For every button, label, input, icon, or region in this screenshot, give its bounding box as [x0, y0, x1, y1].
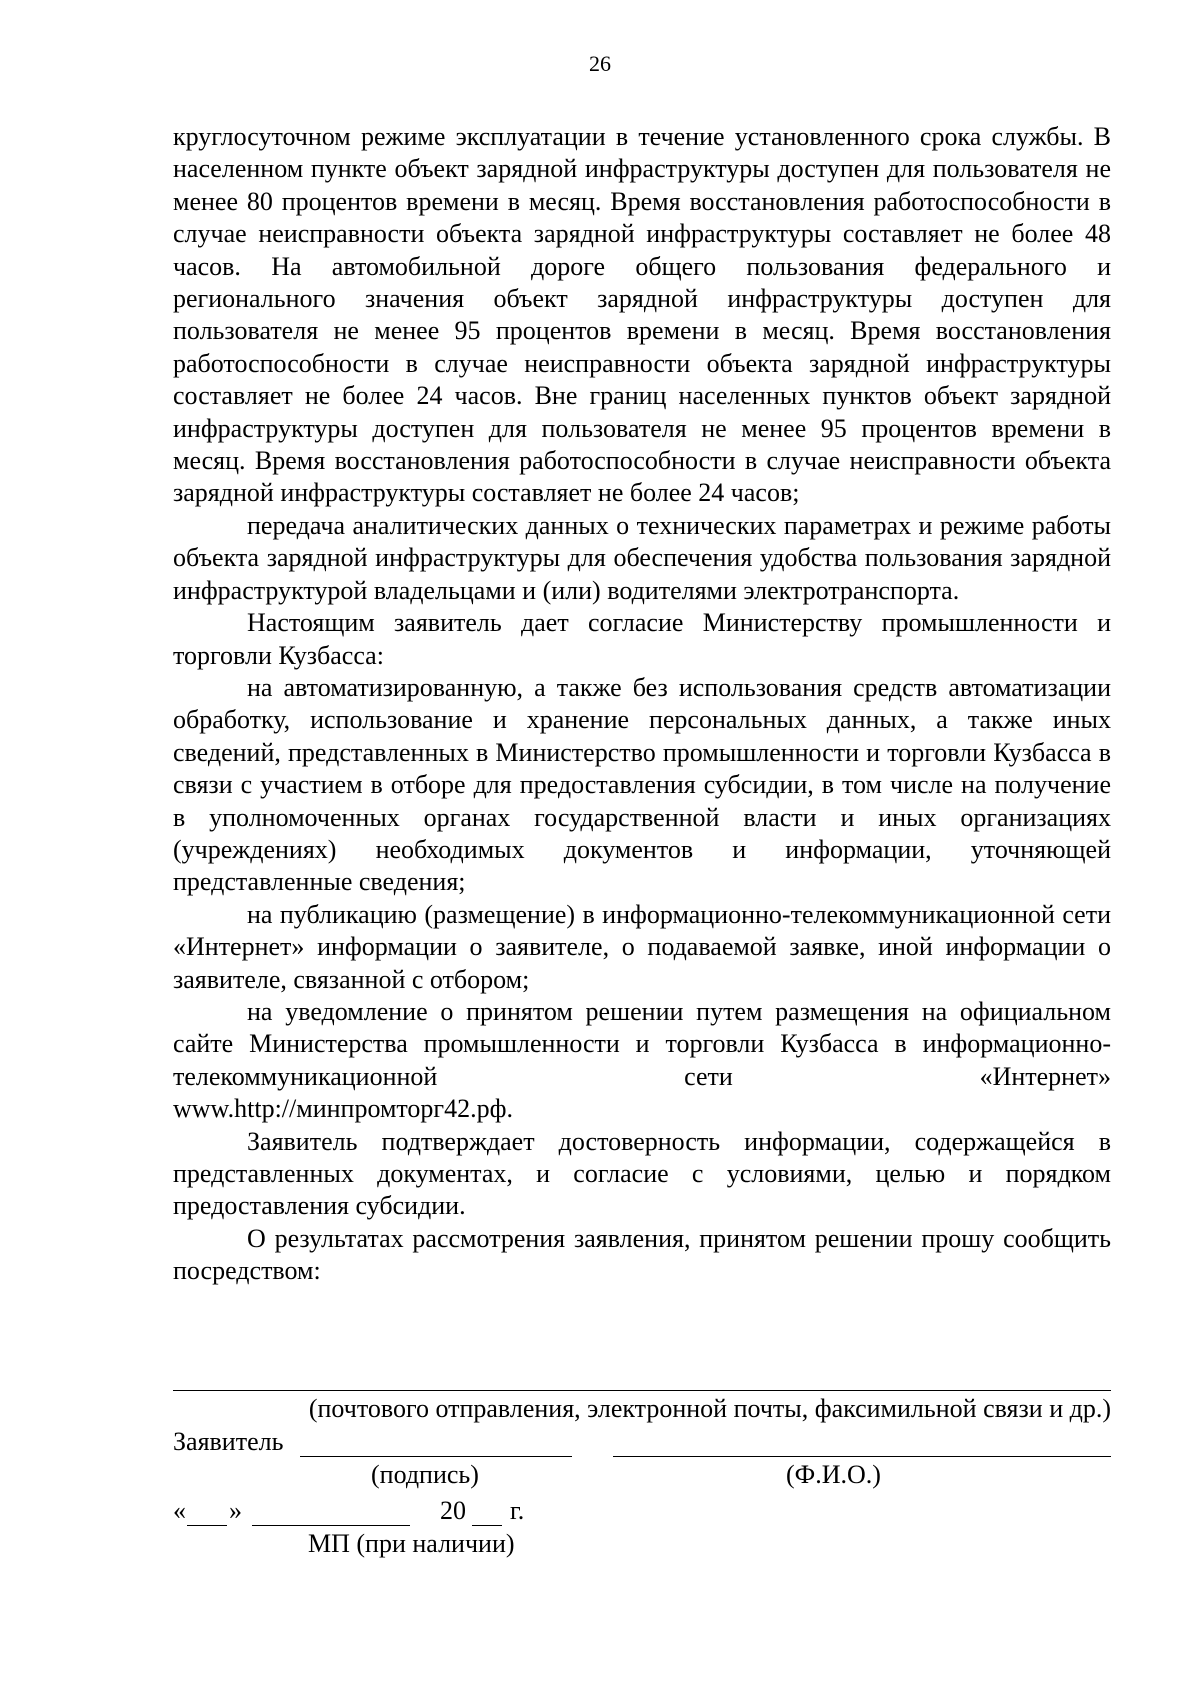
- date-close-quote: »: [229, 1496, 242, 1525]
- paragraph-consent-publication: на публикацию (размещение) в информационно-телекоммуникационной сети «Интернет» информации о заявителе, о подаваемой заявке, иной информации о заявителе, связанной с отбором;: [173, 899, 1111, 994]
- signature-row: [173, 1426, 1111, 1460]
- date-year-field[interactable]: [472, 1495, 502, 1526]
- signature-field[interactable]: [300, 1426, 572, 1457]
- signature-caption: (подпись): [371, 1460, 479, 1489]
- paragraph-charging-availability: круглосуточном режиме эксплуатации в течение установленного срока службы. В населенном пункте объект зарядной инфраструктуры доступен для пользователя не менее 80 процентов времени в месяц. Время восстановления работоспособности в случае неисправности объекта зарядной инфраструктуры составляет не более 48 часов. На автомобильной дороге общего пользования федерального и регионального значения объект зарядной инфраструктуры доступен для пользователя не менее 95 процентов времени в месяц. Время восстановления работоспособности в случае неисправности объекта зарядной инфраструктуры составляет не более 24 часов. Вне границ населенных пунктов объект зарядной инфраструктуры доступен для пользователя не менее 95 процентов времени в месяц. Время восстановления работоспособности в случае неисправности объекта зарядной инфраструктуры составляет не более 24 часов;: [173, 122, 1111, 508]
- signature-captions: [173, 1459, 1111, 1491]
- date-day-field[interactable]: [187, 1495, 227, 1526]
- paragraph-consent-personal-data: на автоматизированную, а также без использования средств автоматизации обработку, использование и хранение персональных данных, а также иных сведений, представленных в Министерство промышленности и торговли Кузбасса в связи с участием в отборе для предоставления субсидии, в том числе на получение в уполномоченных органах государственной власти и иных организациях (учреждениях) необходимых документов и информации, уточняющей представленные сведения;: [173, 672, 1111, 897]
- year-prefix: 20: [440, 1496, 466, 1525]
- delivery-method-field[interactable]: [173, 1390, 1111, 1391]
- paragraph-website-url: www.http://минпромторг42.рф.: [173, 1094, 513, 1124]
- page-number: 26: [589, 51, 611, 76]
- fio-field[interactable]: [613, 1426, 1111, 1457]
- paragraph-consent-intro: Настоящим заявитель дает согласие Министерству промышленности и торговли Кузбасса:: [173, 608, 1111, 670]
- paragraph-notification-method: О результатах рассмотрения заявления, принятом решении прошу сообщить посредством:: [173, 1223, 1111, 1286]
- date-month-field[interactable]: [252, 1495, 410, 1526]
- year-suffix: г.: [510, 1496, 525, 1525]
- paragraph-confirmation: Заявитель подтверждает достоверность информации, содержащейся в представленных документах, и согласие с условиями, целью и порядком предоставления субсидии.: [173, 1126, 1111, 1221]
- paragraph-consent-notification: на уведомление о принятом решении путем размещения на официальном сайте Министерства промышленности и торговли Кузбасса в информационно-телекоммуникационной сети «Интернет»: [173, 996, 1111, 1091]
- date-open-quote: «: [173, 1496, 186, 1525]
- delivery-method-hint: (почтового отправления, электронной почты, факсимильной связи и др.): [308, 1394, 1111, 1423]
- document-body: [173, 121, 1111, 1288]
- applicant-label: Заявитель: [173, 1427, 284, 1456]
- date-row: [173, 1495, 1111, 1529]
- paragraph-analytics-transfer: передача аналитических данных о технических параметрах и режиме работы объекта зарядной инфраструктуры для обеспечения удобства пользования зарядной инфраструктурой владельцами и (или) водителями электротранспорта.: [173, 510, 1111, 605]
- stamp-note: МП (при наличии): [308, 1529, 515, 1558]
- fio-caption: (Ф.И.О.): [786, 1460, 881, 1489]
